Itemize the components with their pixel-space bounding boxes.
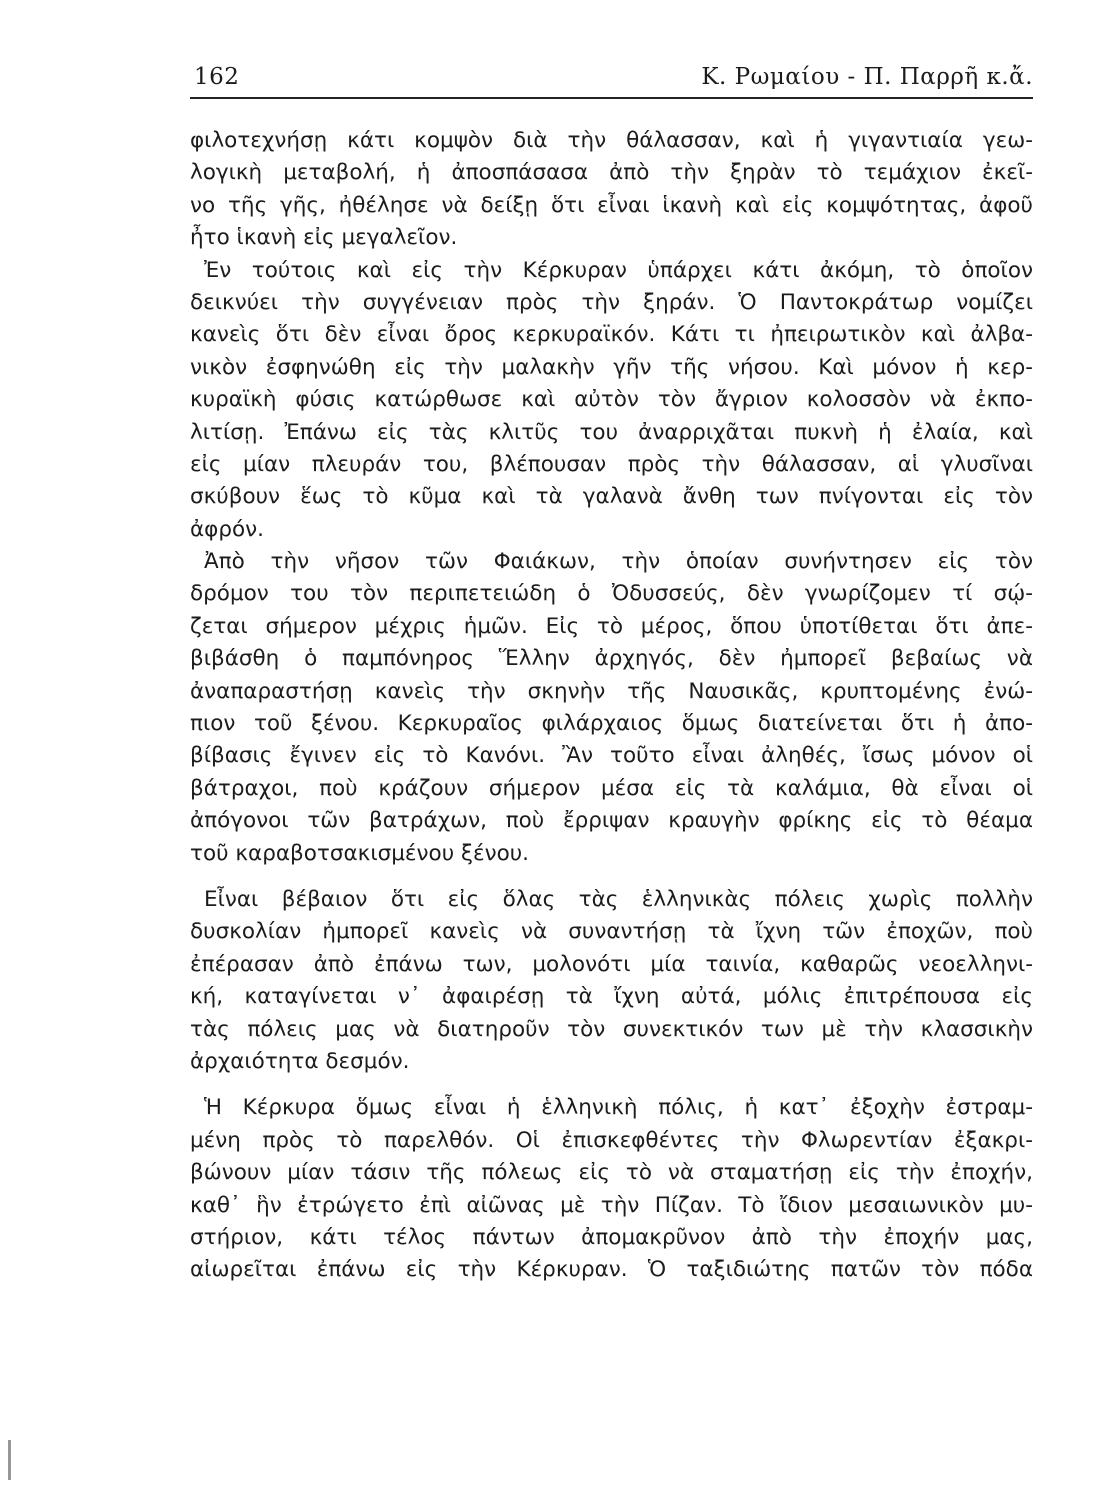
running-header (190, 62, 1033, 96)
text-line: εἰς μίαν πλευράν του, βλέπουσαν πρὸς τὴν θάλασσαν, αἱ γλυσῖναι (190, 451, 1033, 477)
text-line: ἀφρόν. (190, 516, 265, 542)
text-line: ἐπέρασαν ἀπὸ ἐπάνω των, μολονότι μία ταινία, καθαρῶς νεοελληνι- (190, 951, 1033, 977)
text-line: βιβάσθη ὁ παμπόνηρος Ἕλλην ἀρχηγός, δὲν ἠμπορεῖ βεβαίως νὰ (190, 646, 1033, 672)
text-line: τοῦ καραβοτσακισμένου ξένου. (190, 840, 530, 866)
text-line: ζεται σήμερον μέχρις ἡμῶν. Εἰς τὸ μέρος, ὅπου ὑποτίθεται ὅτι ἀπε- (190, 613, 1033, 639)
header-authors: Κ. Ρωμαίου - Π. Παρρῆ κ.ἄ. (701, 64, 1033, 90)
text-line: δεικνύει τὴν συγγένειαν πρὸς τὴν ξηράν. Ὁ Παντοκράτωρ νομίζει (190, 289, 1033, 315)
text-line: κανεὶς ὅτι δὲν εἶναι ὄρος κερκυραϊκόν. Κάτι τι ἠπειρωτικὸν καὶ ἀλβα- (190, 322, 1033, 348)
text-line: νικὸν ἐσφηνώθη εἰς τὴν μαλακὴν γῆν τῆς νήσου. Καὶ μόνον ἡ κερ- (190, 354, 1033, 380)
text-line: στήριον, κάτι τέλος πάντων ἀπομακρῦνον ἀπὸ τὴν ἐποχήν μας, (190, 1224, 1033, 1250)
paragraph (190, 884, 1033, 1078)
text-line: κή, καταγίνεται ν᾽ ἀφαιρέσῃ τὰ ἴχνη αὐτά, μόλις ἐπιτρέπουσα εἰς (190, 984, 1033, 1010)
text-line: βάτραχοι, ποὺ κράζουν σήμερον μέσα εἰς τὰ καλάμια, θὰ εἶναι οἱ (190, 775, 1033, 801)
text-line: βίβασις ἔγινεν εἰς τὸ Κανόνι. Ἂν τοῦτο εἶναι ἀληθές, ἴσως μόνον οἱ (190, 743, 1033, 769)
text-line: ἀναπαραστήσῃ κανεὶς τὴν σκηνὴν τῆς Ναυσικᾶς, κρυπτομένης ἐνώ- (190, 678, 1033, 704)
paragraph (190, 1092, 1033, 1286)
text-line: μένη πρὸς τὸ παρελθόν. Οἱ ἐπισκεφθέντες τὴν Φλωρεντίαν ἐξακρι- (190, 1127, 1033, 1153)
paragraph (190, 546, 1033, 870)
page-number: 162 (194, 64, 240, 90)
text-line: Εἶναι βέβαιον ὅτι εἰς ὅλας τὰς ἑλληνικὰς πόλεις χωρὶς πολλὴν (204, 886, 1033, 912)
paragraph-gap (190, 1078, 1033, 1092)
text-line: λιτίσῃ. Ἐπάνω εἰς τὰς κλιτῦς του ἀναρριχᾶται πυκνὴ ἡ ἐλαία, καὶ (190, 419, 1033, 445)
paragraph (190, 255, 1033, 547)
text-line: βώνουν μίαν τάσιν τῆς πόλεως εἰς τὸ νὰ σταματήσῃ εἰς τὴν ἐποχήν, (190, 1160, 1033, 1186)
text-line: καθ᾽ ἣν ἐτρώγετο ἐπὶ αἰῶνας μὲ τὴν Πίζαν. Τὸ ἴδιον μεσαιωνικὸν μυ- (190, 1192, 1033, 1218)
text-line: αἰωρεῖται ἐπάνω εἰς τὴν Κέρκυραν. Ὁ ταξιδιώτης πατῶν τὸν πόδα (190, 1257, 1033, 1283)
body-text (190, 125, 1033, 1287)
text-line: φιλοτεχνήσῃ κάτι κομψὸν διὰ τὴν θάλασσαν, καὶ ἡ γιγαντιαία γεω- (190, 128, 1033, 153)
text-line: Ἡ Κέρκυρα ὅμως εἶναι ἡ ἑλληνικὴ πόλις, ἡ κατ᾽ ἐξοχὴν ἐστραμ- (204, 1095, 1033, 1121)
text-line: κυραϊκὴ φύσις κατώρθωσε καὶ αὐτὸν τὸν ἄγριον κολοσσὸν νὰ ἐκπο- (190, 387, 1033, 413)
text-line: Ἐν τούτοις καὶ εἰς τὴν Κέρκυραν ὑπάρχει κάτι ἀκόμη, τὸ ὁποῖον (204, 257, 1033, 283)
text-line: δρόμον του τὸν περιπετειώδη ὁ Ὀδυσσεύς, δὲν γνωρίζομεν τί σῴ- (190, 581, 1033, 607)
header-rule (190, 97, 1033, 99)
text-line: νο τῆς γῆς, ἠθέλησε νὰ δείξῃ ὅτι εἶναι ἱκανὴ καὶ εἰς κομψότητας, ἀφοῦ (190, 192, 1033, 218)
text-line: ἀρχαιότητα δεσμόν. (190, 1048, 410, 1074)
scan-margin-mark (8, 1440, 11, 1480)
text-line: Ἀπὸ τὴν νῆσον τῶν Φαιάκων, τὴν ὁποίαν συνήντησεν εἰς τὸν (204, 549, 1033, 575)
text-line: τὰς πόλεις μας νὰ διατηροῦν τὸν συνεκτικόν των μὲ τὴν κλασσικὴν (190, 1016, 1033, 1042)
text-line: δυσκολίαν ἠμπορεῖ κανεὶς νὰ συναντήσῃ τὰ ἴχνη τῶν ἐποχῶν, ποὺ (190, 919, 1033, 945)
paragraph (190, 125, 1033, 255)
text-line: ἦτο ἱκανὴ εἰς μεγαλεῖον. (190, 225, 458, 251)
text-line: σκύβουν ἕως τὸ κῦμα καὶ τὰ γαλανὰ ἄνθη των πνίγονται εἰς τὸν (190, 484, 1033, 510)
paragraph-gap (190, 870, 1033, 884)
text-line: πιον τοῦ ξένου. Κερκυραῖος φιλάρχαιος ὅμως διατείνεται ὅτι ἡ ἀπο- (190, 711, 1033, 737)
text-line: λογικὴ μεταβολή, ἡ ἀποσπάσασα ἀπὸ τὴν ξηρὰν τὸ τεμάχιον ἐκεῖ- (190, 160, 1033, 186)
text-line: ἀπόγονοι τῶν βατράχων, ποὺ ἔρριψαν κραυγὴν φρίκης εἰς τὸ θέαμα (190, 808, 1033, 834)
